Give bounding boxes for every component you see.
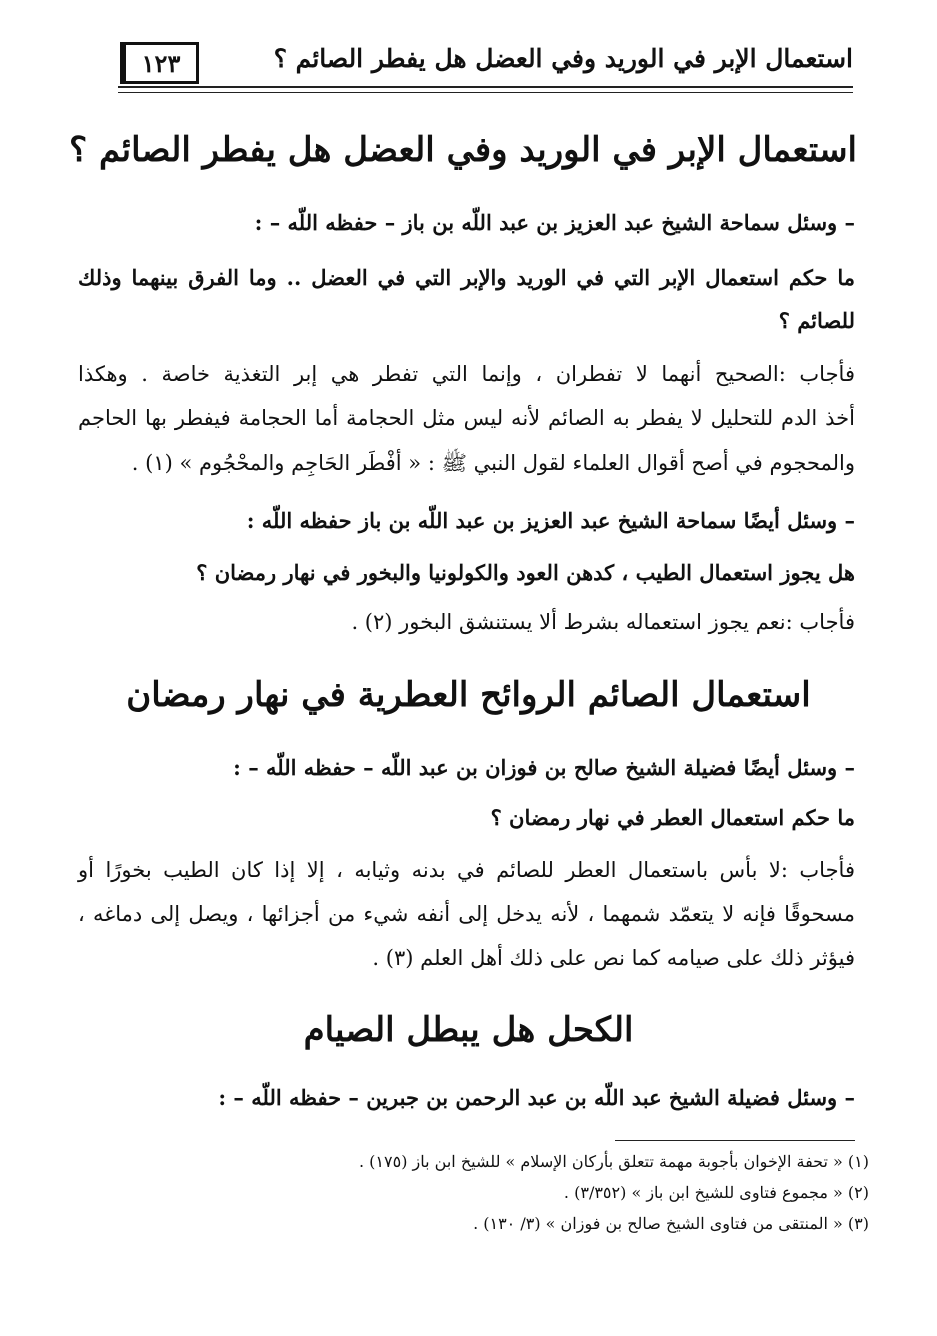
question-1-line-2: للصائم ؟ [778, 308, 855, 333]
section-heading-kohl: الكحل هل يبطل الصيام [303, 1010, 634, 1050]
question-asker-4: – وسئل فضيلة الشيخ عبد اللّه بن عبد الرحمن بن جبرين – حفظه اللّه – : [218, 1085, 855, 1110]
footnote-1: (١) « تحفة الإخوان بأجوبة مهمة تتعلق بأركان الإسلام » للشيخ ابن باز (١٧٥) . [359, 1152, 869, 1171]
footnote-3: (٣) « المنتقى من فتاوى الشيخ صالح بن فوزان » (٣/ ١٣٠) . [473, 1214, 869, 1233]
running-header [108, 38, 853, 94]
question-2-text: هل يجوز استعمال الطيب ، كدهن العود والكولونيا والبخور في نهار رمضان ؟ [196, 560, 855, 585]
question-3-text: ما حكم استعمال العطر في نهار رمضان ؟ [490, 805, 855, 830]
footnote-rule [615, 1140, 855, 1141]
section-heading-injections: استعمال الإبر في الوريد وفي العضل هل يفطر الصائم ؟ [69, 130, 857, 170]
running-title: استعمال الإبر في الوريد وفي العضل هل يفطر الصائم ؟ [273, 44, 853, 73]
answer-1-line-3: والمحجوم في أصح أقوال العلماء لقول النبي ﷺ : « أفْطَر الحَاجِم والمحْجُوم » (١) . [131, 451, 855, 475]
answer-2-text: فأجاب :نعم يجوز استعماله بشرط ألا يستنشق البخور (٢) . [351, 610, 855, 634]
header-rule [118, 86, 853, 93]
question-asker-2: – وسئل أيضًا سماحة الشيخ عبد العزيز بن عبد اللّه بن باز حفظه اللّه : [246, 508, 855, 533]
page-number: ١٢٣ [120, 42, 199, 84]
answer-1-line-1: فأجاب :الصحيح أنهما لا تفطران ، وإنما التي تفطر هي إبر التغذية خاصة . وهكذا [78, 362, 855, 386]
question-asker-3: – وسئل أيضًا فضيلة الشيخ صالح بن فوزان بن عبد اللّه – حفظه اللّه – : [233, 755, 855, 780]
section-heading-perfume: استعمال الصائم الروائح العطرية في نهار رمضان [126, 675, 811, 715]
footnote-2: (٢) « مجموع فتاوى للشيخ ابن باز » (٣/٣٥٢) . [563, 1183, 869, 1202]
answer-1-line-2: أخذ الدم للتحليل لا يفطر به الصائم لأنه ليس مثل الحجامة أما الحجامة فيفطر بها الحاجم [78, 406, 855, 430]
answer-3-line-3: فيؤثر ذلك على صيامه كما نص على ذلك أهل العلم (٣) . [372, 946, 855, 970]
question-1-line-1: ما حكم استعمال الإبر التي في الوريد والإبر التي في العضل .. وما الفرق بينهما وذلك [78, 265, 855, 290]
question-asker-1: – وسئل سماحة الشيخ عبد العزيز بن عبد اللّه بن باز – حفظه اللّه – : [254, 210, 855, 235]
answer-3-line-1: فأجاب :لا بأس باستعمال العطر للصائم في بدنه وثيابه ، إلا إذا كان الطيب بخورًا أو [78, 858, 855, 882]
answer-3-line-2: مسحوقًا فإنه لا يتعمّد شمهما ، لأنه يدخل إلى أنفه شيء من أجزائها ، ويصل إلى دماغه ، [78, 902, 855, 926]
